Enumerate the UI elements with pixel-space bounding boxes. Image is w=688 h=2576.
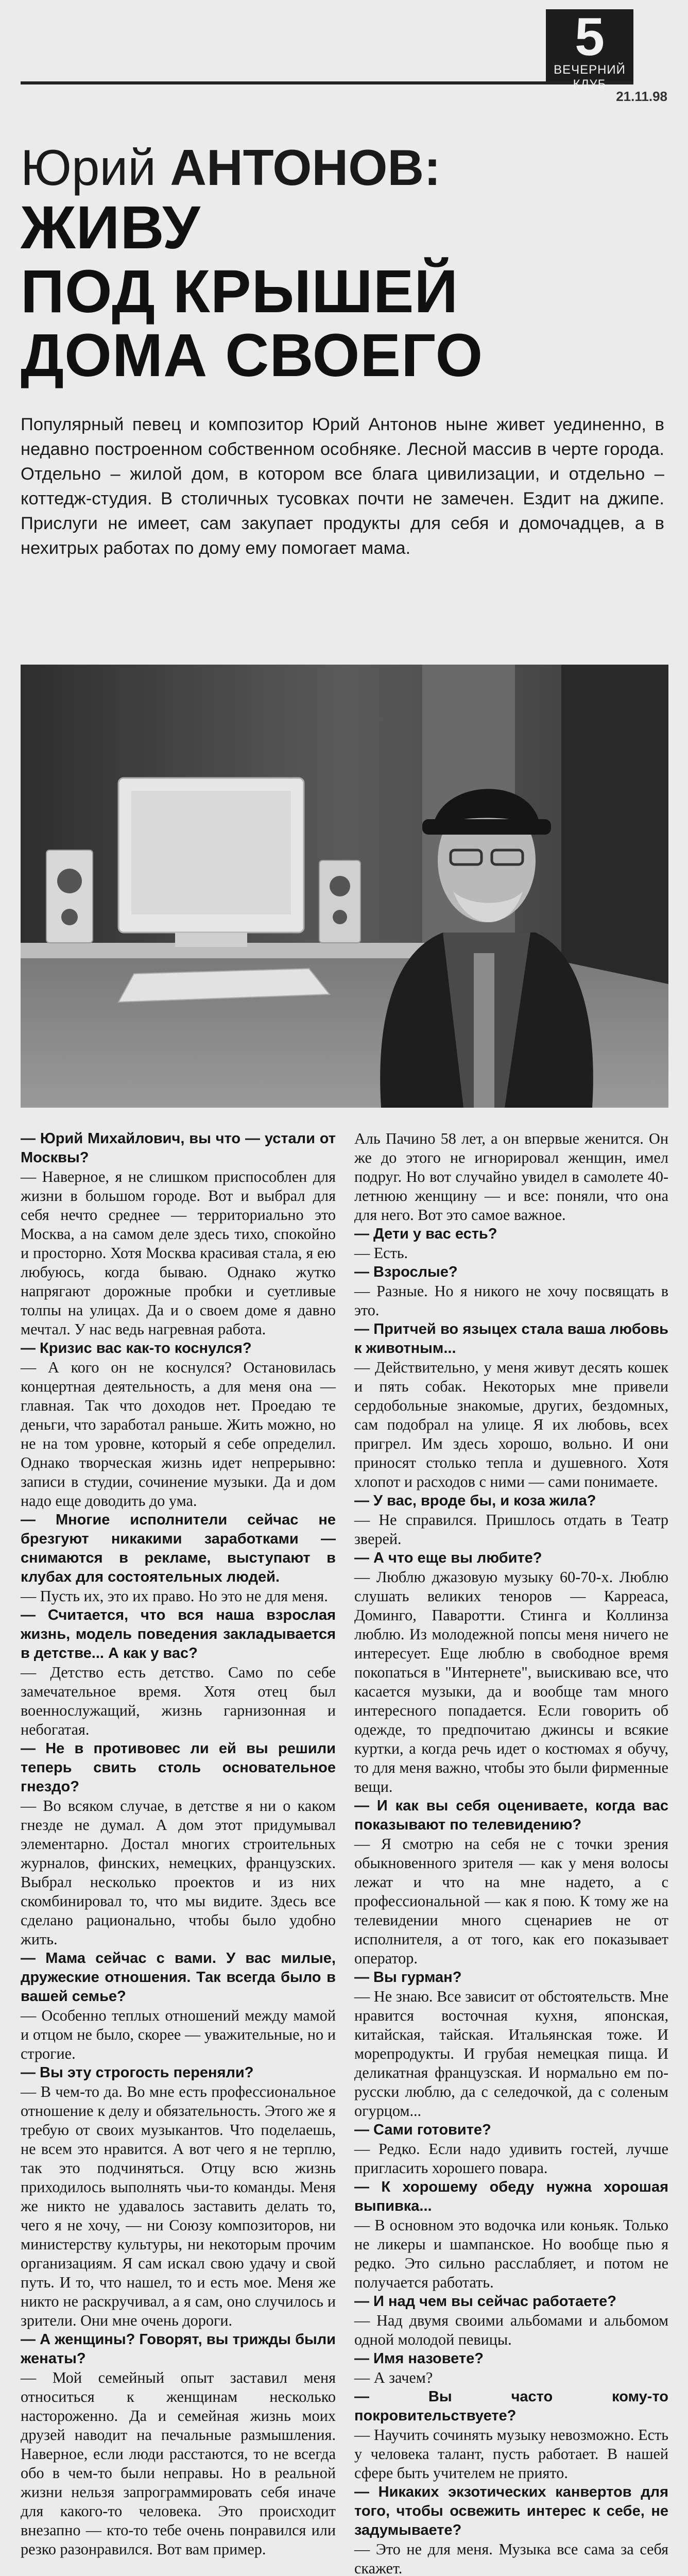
headline: [21, 139, 664, 387]
answer: — Особенно теплых отношений между мамой и отцом не было, скорее — уважительные, но и строгие.: [21, 2007, 336, 2062]
question: — Притчей во языцех стала ваша любовь к животным...: [354, 1321, 668, 1357]
answer: — Это не для меня. Музыка все сама за себя скажет.: [354, 2540, 668, 2576]
page-number: 5: [575, 7, 605, 67]
article-photo: [21, 665, 668, 1108]
rubric-header: [21, 7, 633, 91]
answer: — Наверное, я не слишком приспособлен для жизни в большом городе. Вот и выбрал для себя нечто среднее — территориально это Москва, а на самом деле здесь тихо, спокойно и просторно. Хотя Москва красивая стала, я ею любуюсь, когда бываю. Однако жутко напрягают дорожные пробки и суетливые толпы на улицах. Да и о своем доме я давно мечтал. У нас ведь нагревная работа.: [21, 1168, 336, 1338]
answer: — Во всяком случае, в детстве я ни о каком гнезде не думал. А дом этот придумывал элементарно. Достал многих строительных журналов, финских, немецких, французских. Выбрал несколько проектов и из них скомбинировал то, что мы видите. Здесь все сделано рационально, чтобы было удобно жить.: [21, 1797, 336, 1948]
answer: — Не знаю. Все зависит от обстоятельств. Мне нравится восточная кухня, японская, китайская, тайская. Итальянская тоже. И морепродукты. И грубая немецкая пища. И деликатная французская. И нормально ем по-русски люблю, да с селедочкой, да с соленым огурцом...: [354, 1988, 668, 2120]
answer: — Детство есть детство. Само по себе замечательное время. Хотя отец был военнослужащий, жизнь гарнизонная и небогатая.: [21, 1664, 336, 1738]
question: — К хорошему обеду нужна хорошая выпивка...: [354, 2179, 668, 2214]
question: — Никаких экзотических канвертов для того, чтобы освежить интерес к себе, не задумываете?: [354, 2484, 668, 2538]
answer: — Научить сочинять музыку невозможно. Есть у человека талант, пусть работает. В нашей сфере быть учителем не приято.: [354, 2426, 668, 2482]
answer: Аль Пачино 58 лет, а он впервые женится. Он же до этого не игнорировал женщин, имел подруг. Но вот случайно увидел в самолете 40-летнюю женщину — и все: поняли, что она для него. Вот это самое важное.: [354, 1130, 668, 1224]
question: — И как вы себя оцениваете, когда вас показывают по телевидению?: [354, 1798, 668, 1833]
answer: — Я смотрю на себя не с точки зрения обыкновенного зрителя — как у меня волосы лежат и что на мне надето, а с профессиональной — как я пою. К тому же на телевидении много сценариев не от исполнителя, а от того, как его показывает оператор.: [354, 1835, 668, 1967]
author-last-name: АНТОНОВ:: [170, 139, 441, 196]
question: — А женщины? Говорят, вы трижды были женаты?: [21, 2331, 336, 2367]
question: — Мама сейчас с вами. У вас милые, дружеские отношения. Так всегда было в вашей семье?: [21, 1950, 336, 2005]
photo-illustration: [21, 665, 668, 1108]
answer: — Над двумя своими альбомами и альбомом одной молодой певицы.: [354, 2312, 668, 2348]
headline-title-line-3: ДОМА СВОЕГО: [21, 321, 484, 389]
answer: — А зачем?: [354, 2369, 433, 2386]
question: — Взрослые?: [354, 1264, 458, 1280]
question: — Многие исполнители сейчас не брезгуют никакими заработками — снимаются в рекламе, выступают в клубах для состоятельных людей.: [21, 1512, 336, 1585]
question: — Имя назовете?: [354, 2350, 484, 2367]
rubric-badge: [546, 7, 633, 91]
article-column-1: [21, 1129, 336, 2559]
question: — Сами готовите?: [354, 2122, 491, 2138]
question: — Юрий Михайлович, вы что — устали от Москвы?: [21, 1130, 336, 1166]
question: — Не в противовес ли ей вы решили теперь свить столь основательное гнездо?: [21, 1740, 336, 1795]
question: — А что еще вы любите?: [354, 1550, 542, 1566]
lead-paragraph: Популярный певец и композитор Юрий Антонов ныне живет уединенно, в недавно построенном собственном особняке. Лесной массив в черте города. Отдельно – жилой дом, в котором все блага цивилизации, и отдельно – коттедж-студия. В столичных тусовках почти не замечен. Ездит на джипе. Прислуги не имеет, сам закупает продукты для себя и домочадцев, а в нехитрых работах по дому ему помогает мама.: [21, 415, 664, 558]
answer: — А кого он не коснулся? Остановилась концертная деятельность, а для меня она — главная. Так что доходов нет. Проедаю те деньги, что заработал раньше. Жить можно, но не на том уровне, который я себе определил. Однако творческая жизнь идет непрерывно: записи в студии, сочинение музыки. Да и дом надо еще доводить до ума.: [21, 1359, 336, 1510]
headline-author: [21, 139, 664, 196]
answer: — Люблю джазовую музыку 60-70-х. Люблю слушать великих теноров — Карреаса, Доминго, Паваротти. Стинга и Коллинза люблю. Из молодежной попсы меня ничего не интересует. Еще люблю в свободное время покопаться в "Интернете", выискиваю все, что касается музыки, да и вообще там много интересного попадается. Если говорить об одежде, то предпочитаю джинсы и всякие куртки, а когда речь идет о костюмах я обучу, то для меня важно, чтобы это были фирменные вещи.: [354, 1568, 668, 1795]
answer: — Разные. Но я никого не хочу посвящать в это.: [354, 1282, 668, 1319]
answer: — Пусть их, это их право. Но это не для меня.: [21, 1587, 328, 1605]
rubric-name: ВЕЧЕРНИЙ КЛУБ: [554, 63, 626, 91]
author-first-name: Юрий: [21, 139, 156, 196]
question: — И над чем вы сейчас работаете?: [354, 2293, 616, 2310]
question: — Вы эту строгость переняли?: [21, 2064, 254, 2081]
article-column-2: [354, 1129, 668, 2576]
question: — Считается, что вся наша взрослая жизнь, модель поведения закладывается в детстве... А как у вас?: [21, 1607, 336, 1662]
answer: — Не справился. Пришлось отдать в Театр зверей.: [354, 1511, 668, 1548]
question: — У вас, вроде бы, и коза жила?: [354, 1493, 596, 1509]
question: — Дети у вас есть?: [354, 1226, 497, 1242]
answer: — Редко. Если надо удивить гостей, лучше пригласить хорошего повара.: [354, 2140, 668, 2177]
answer: — В основном это водочка или коньяк. Только не ликеры и шампанское. Но вообще пью я редко. Это сильно расслабляет, и потом не получается работать.: [354, 2216, 668, 2291]
answer: — В чем-то да. Во мне есть профессиональное отношение к делу и обязательность. Этого же я требую от своих музыкантов. Что поделаешь, не всем это нравится. А вот чего я не терплю, так это подчиняться. Отцу всю жизнь приходилось выполнять чьи-то команды. Меня же никто не удавалось заставить делать то, чего я не хочу, — ни Союзу композиторов, ни министерству культуры, ни некоторым прочим организациям. Я сам искал свою удачу и свой путь. И то, что нашел, то и есть мое. Меня же никто не раскручивал, а я сам, оно случилось и зрители. Они мне очень дороги.: [21, 2083, 336, 2329]
right-speaker: [319, 860, 360, 943]
question: — Вы часто кому-то покровительствуете?: [354, 2388, 668, 2424]
left-speaker: [46, 850, 93, 943]
answer: — Есть.: [354, 1244, 408, 1262]
question: — Вы гурман?: [354, 1969, 462, 1986]
issue-date: 21.11.98: [616, 89, 667, 104]
headline-title-line-2: ПОД КРЫШЕЙ: [21, 258, 459, 326]
headline-title-line-1: ЖИВУ: [21, 194, 201, 262]
question: — Кризис вас как-то коснулся?: [21, 1340, 252, 1357]
answer: — Действительно, у меня живут десять кошек и пять собак. Некоторых мне привели сердобольные знакомые, других, бездомных, сам подобрал на улице. Я их любовь, всех пригрел. Им здесь хорошо, вольно. И они приносят столько тепла и душевного. Хотя хлопот и расходов с ними — сами понимаете.: [354, 1359, 668, 1490]
answer: — Мой семейный опыт заставил меня относиться к женщинам несколько настороженно. Да и семейная жизнь моих друзей наводит на печальные размышления. Наверное, если люди расстаются, то не всегда обо в чем-то были неправы. Но в реальной жизни нельзя запрограммировать себя иначе для какого-то человека. Это происходит внезапно — кто-то тебе очень понравился или резко разонравился. Вот вам пример.: [21, 2369, 336, 2558]
